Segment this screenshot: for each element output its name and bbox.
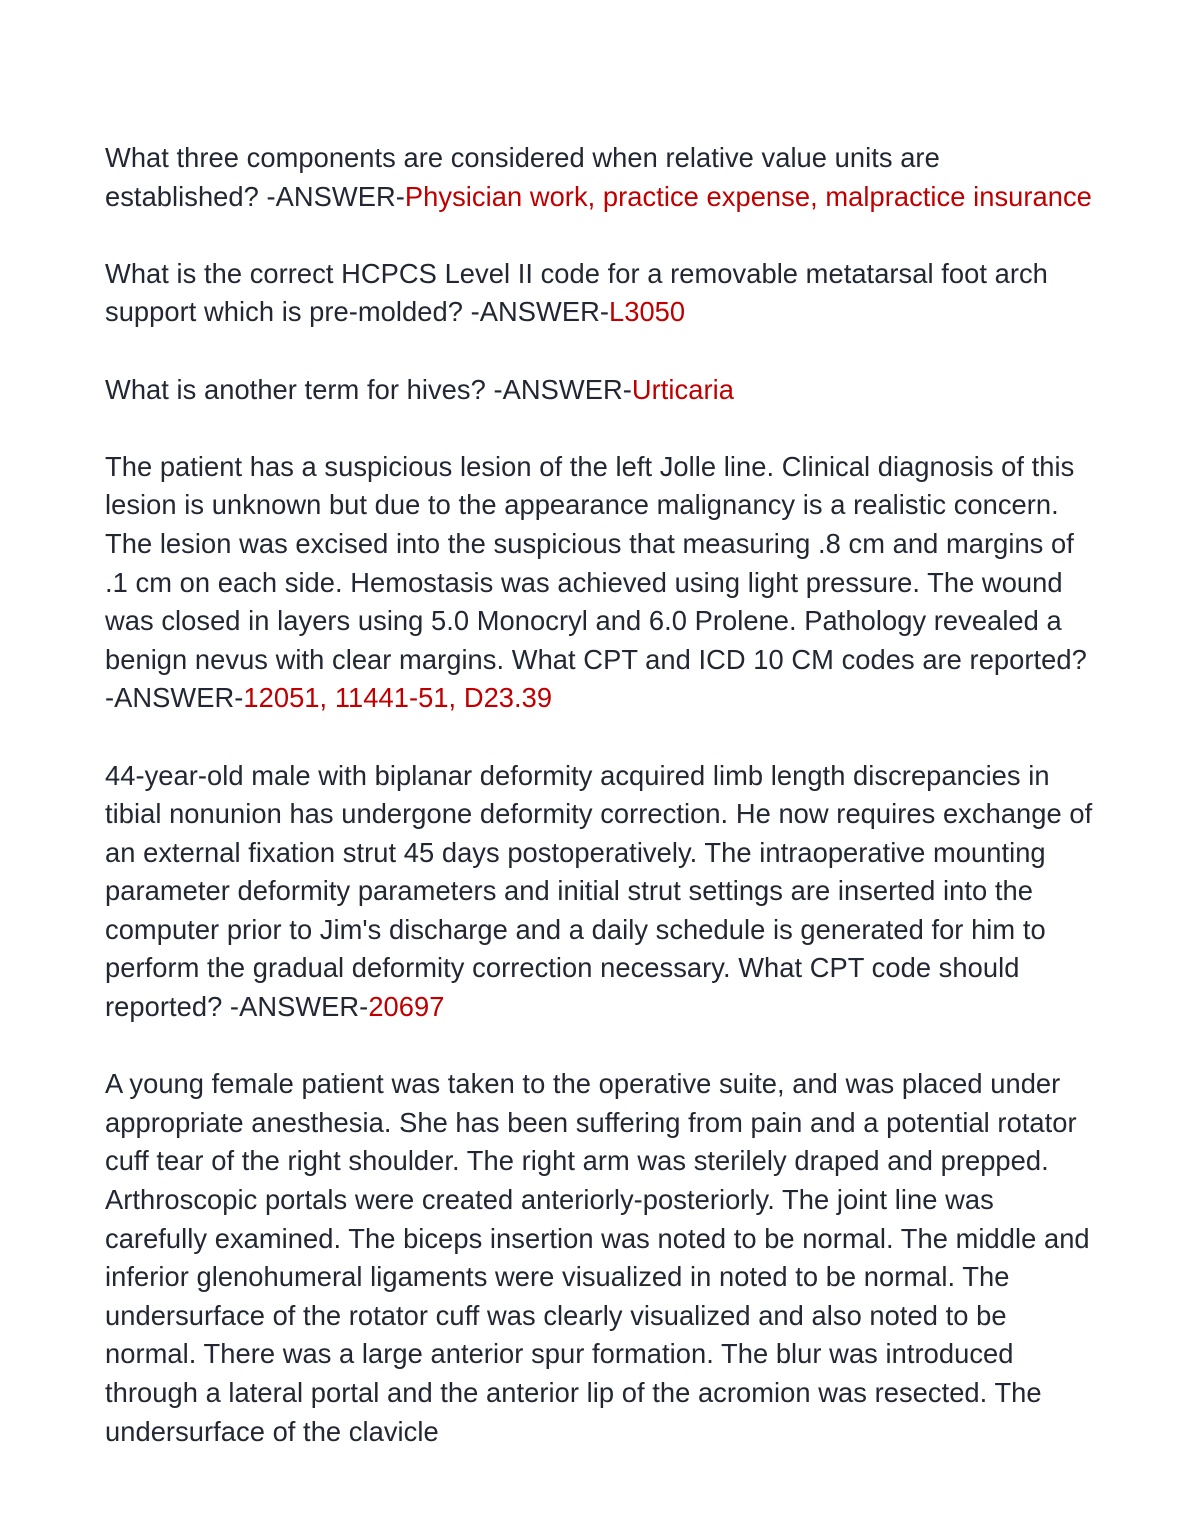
- qa-item-1: [105, 139, 1095, 216]
- answer-text: 20697: [368, 991, 445, 1023]
- question-text: 44-year-old male with biplanar deformity acquired limb length discrepancies in tibial nonunion has undergone deformity correction. He now requires exchange of an external fixation strut 45 days postoperatively. The intraoperative mounting parameter deformity parameters and initial strut settings are inserted into the computer prior to Jim's discharge and a daily schedule is generated for him to perform the gradual deformity correction necessary. What CPT code should reported? -ANSWER-: [105, 759, 1093, 1023]
- answer-text: Physician work, practice expense, malpractice insurance: [404, 180, 1092, 212]
- answer-text: Urticaria: [631, 373, 734, 405]
- answer-text: L3050: [608, 296, 686, 328]
- question-text: What three components are considered when relative value units are established? -ANSWER-: [105, 142, 940, 212]
- question-text: What is the correct HCPCS Level II code for a removable metatarsal foot arch support which is pre-molded? -ANSWER-: [105, 257, 1048, 328]
- qa-item-3: [105, 371, 1095, 410]
- qa-item-5: [105, 757, 1095, 1027]
- question-text: A young female patient was taken to the operative suite, and was placed under appropriate anesthesia. She has been suffering from pain and a potential rotator cuff tear of the right shoulder. The right arm was sterilely draped and prepped. Arthroscopic portals were created anteriorly-posteriorly. The joint line was carefully examined. The biceps insertion was noted to be normal. The middle and inferior glenohumeral ligaments were visualized in noted to be normal. The undersurface of the rotator cuff was clearly visualized and also noted to be normal. There was a large anterior spur formation. The blur was introduced through a lateral portal and the anterior lip of the acromion was resected. The undersurface of the clavicle: [105, 1068, 1090, 1447]
- question-text: The patient has a suspicious lesion of the left Jolle line. Clinical diagnosis of this lesion is unknown but due to the appearance malignancy is a realistic concern. The lesion was excised into the suspicious that measuring .8 cm and margins of .1 cm on each side. Hemostasis was achieved using light pressure. The wound was closed in layers using 5.0 Monocryl and 6.0 Prolene. Pathology revealed a benign nevus with clear margins. What CPT and ICD 10 CM codes are reported? -ANSWER-: [105, 450, 1087, 714]
- document-page: [105, 139, 1095, 1490]
- qa-item-6: [105, 1065, 1095, 1451]
- qa-item-2: [105, 255, 1095, 332]
- question-text: What is another term for hives? -ANSWER-: [105, 373, 632, 405]
- qa-item-4: [105, 448, 1095, 718]
- answer-text: 12051, 11441-51, D23.39: [243, 682, 553, 714]
